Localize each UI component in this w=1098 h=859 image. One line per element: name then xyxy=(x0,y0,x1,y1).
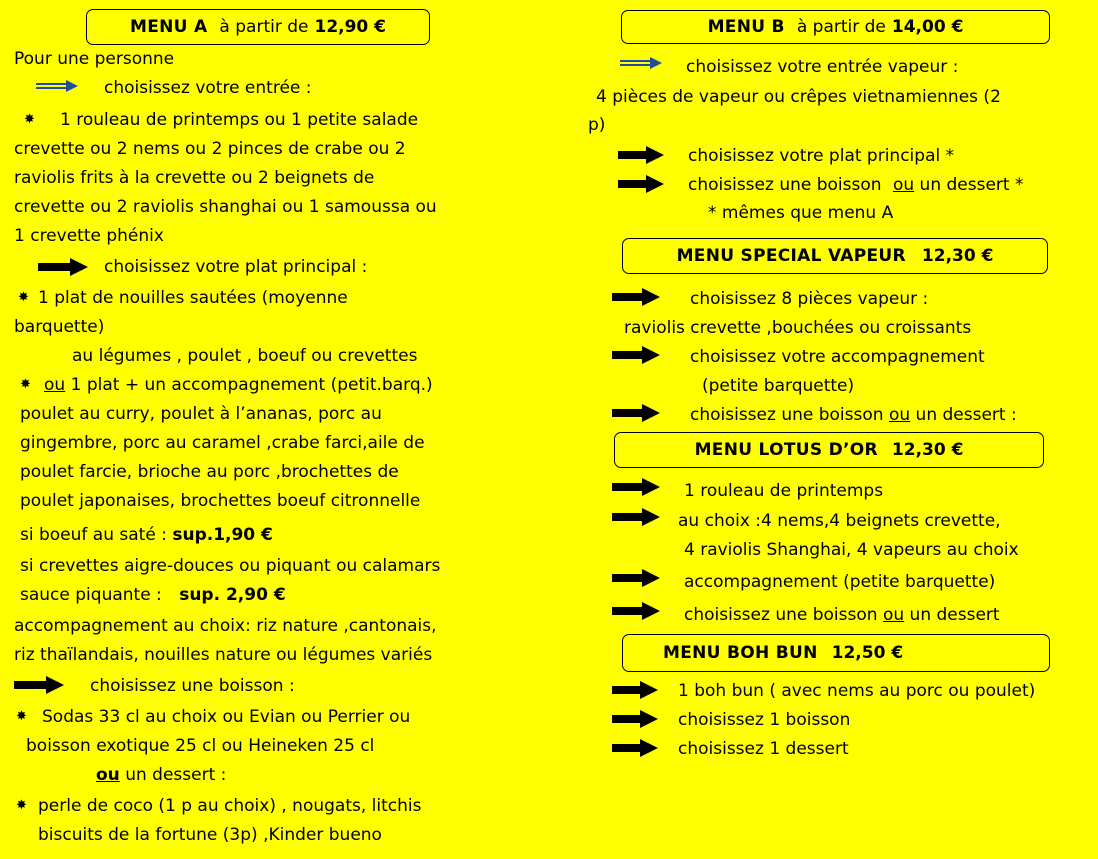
menu-vapeur-line: (petite barquette) xyxy=(702,376,855,396)
arrow-right-icon xyxy=(612,478,660,496)
menu-b-title-box xyxy=(621,10,1050,44)
menu-a-supplement-2 xyxy=(20,584,286,606)
menu-a-persons: Pour une personne xyxy=(14,49,175,69)
arrow-right-icon xyxy=(38,258,88,276)
arrow-right-icon xyxy=(612,288,660,306)
menu-a-from-label: à partir de xyxy=(219,17,309,37)
menu-a-boisson-line: Sodas 33 cl au choix ou Evian ou Perrier ou xyxy=(42,707,411,727)
menu-a-entree-line: 1 rouleau de printemps ou 1 petite salade xyxy=(60,110,419,130)
menu-lotus-item: au choix :4 nems,4 beignets crevette, xyxy=(678,511,1001,531)
menu-b-step-boisson xyxy=(688,174,1023,196)
menu-a-step-plat: choisissez votre plat principal : xyxy=(104,257,368,277)
step-text: un dessert : xyxy=(915,405,1017,425)
menu-a-supplement-2-line: si crevettes aigre-douces ou piquant ou calamars xyxy=(20,556,441,576)
menu-a-plat-line: barquette) xyxy=(14,317,105,337)
step-text: un dessert * xyxy=(919,175,1024,195)
menu-a-entree-line: 1 crevette phénix xyxy=(14,226,164,246)
menu-vapeur-step-accomp: choisissez votre accompagnement xyxy=(690,347,985,367)
menu-bohbun-item: choisissez 1 boisson xyxy=(678,710,851,730)
step-text: choisissez une boisson xyxy=(684,605,878,625)
dessert-label-text: un dessert : xyxy=(125,765,227,785)
or-word: ou xyxy=(892,175,915,195)
arrow-right-icon xyxy=(612,681,658,699)
arrow-right-icon xyxy=(612,346,660,364)
menu-lotus-price: 12,30 € xyxy=(891,440,964,460)
arrow-right-icon xyxy=(612,569,660,587)
step-text: choisissez une boisson xyxy=(690,405,884,425)
arrow-right-icon xyxy=(612,602,660,620)
menu-a-plat-line: poulet farcie, brioche au porc ,brochettes de xyxy=(20,462,399,482)
menu-a-supplement-1 xyxy=(20,524,273,546)
menu-a-plat-line: 1 plat de nouilles sautées (moyenne xyxy=(38,288,348,308)
bullet-star-icon: ✸ xyxy=(18,290,29,305)
menu-bohbun-title: MENU BOH BUN xyxy=(663,643,818,663)
menu-a-entree-line: crevette ou 2 nems ou 2 pinces de crabe ou 2 xyxy=(14,139,406,159)
menu-a-title: MENU A xyxy=(129,17,208,37)
or-word: ou xyxy=(44,375,66,395)
arrow-right-icon xyxy=(612,739,658,757)
menu-bohbun-title-box xyxy=(622,634,1050,672)
menu-a-plat-line: gingembre, porc au caramel ,crabe farci,aile de xyxy=(20,433,425,453)
menu-a-dessert-label xyxy=(96,764,226,786)
menu-bohbun-price: 12,50 € xyxy=(831,643,904,663)
arrow-right-icon xyxy=(612,710,658,728)
supplement-price: sup. 2,90 € xyxy=(179,585,286,605)
menu-vapeur-price: 12,30 € xyxy=(921,246,994,266)
menu-lotus-item: 1 rouleau de printemps xyxy=(684,481,884,501)
menu-b-title: MENU B xyxy=(707,17,785,37)
arrow-right-icon xyxy=(14,676,64,694)
arrow-right-icon xyxy=(612,508,660,526)
menu-lotus-title: MENU LOTUS D’OR xyxy=(694,440,878,460)
menu-bohbun-item: 1 boh bun ( avec nems au porc ou poulet) xyxy=(678,681,1036,701)
blue-arrow-icon xyxy=(36,80,78,92)
menu-b-step-entree: choisissez votre entrée vapeur : xyxy=(686,57,959,77)
menu-lotus-item: 4 raviolis Shanghai, 4 vapeurs au choix xyxy=(684,540,1019,560)
menu-a-plat-line: poulet au curry, poulet à l’ananas, porc au xyxy=(20,404,382,424)
menu-vapeur-step-boisson xyxy=(690,404,1017,426)
menu-a-plat-line: au légumes , poulet , boeuf ou crevettes xyxy=(72,346,418,366)
arrow-right-icon xyxy=(618,146,664,164)
bullet-star-icon: ✸ xyxy=(20,377,31,392)
menu-lotus-title-box xyxy=(614,432,1044,468)
menu-a-accomp-line: accompagnement au choix: riz nature ,cantonais, xyxy=(14,616,437,636)
menu-a-entree-line: crevette ou 2 raviolis shanghai ou 1 samoussa ou xyxy=(14,197,437,217)
menu-vapeur-title: MENU SPECIAL VAPEUR xyxy=(676,246,906,266)
or-word: ou xyxy=(888,405,911,425)
arrow-right-icon xyxy=(612,404,660,422)
menu-a-price: 12,90 € xyxy=(314,17,387,37)
menu-a-step-boisson: choisissez une boisson : xyxy=(90,676,295,696)
menu-vapeur-title-box xyxy=(622,238,1048,274)
menu-vapeur-line: raviolis crevette ,bouchées ou croissants xyxy=(624,318,972,338)
or-word: ou xyxy=(882,605,905,625)
supplement-text: si boeuf au saté : xyxy=(20,525,167,545)
step-text: choisissez une boisson xyxy=(688,175,882,195)
menu-a-plat-alt-line xyxy=(44,374,433,396)
menu-a-title-box xyxy=(86,9,430,45)
bullet-star-icon: ✸ xyxy=(24,112,35,127)
menu-lotus-item xyxy=(684,604,1000,626)
menu-a-entree-line: raviolis frits à la crevette ou 2 beignets de xyxy=(14,168,375,188)
bullet-star-icon: ✸ xyxy=(16,709,27,724)
menu-b-entree-line: p) xyxy=(588,115,606,135)
menu-b-from-label: à partir de xyxy=(796,17,886,37)
supplement-text: sauce piquante : xyxy=(20,585,162,605)
menu-a-plat-alt-text: 1 plat + un accompagnement (petit.barq.) xyxy=(70,375,433,395)
menu-b-entree-line: 4 pièces de vapeur ou crêpes vietnamiennes (2 xyxy=(596,87,1001,107)
menu-a-plat-line: poulet japonaises, brochettes boeuf citronnelle xyxy=(20,491,421,511)
menu-a-boisson-line: boisson exotique 25 cl ou Heineken 25 cl xyxy=(26,736,375,756)
blue-arrow-icon xyxy=(620,57,662,69)
step-text: un dessert xyxy=(909,605,1000,625)
menu-a-step-entree: choisissez votre entrée : xyxy=(104,78,312,98)
supplement-price: sup.1,90 € xyxy=(172,525,273,545)
menu-bohbun-item: choisissez 1 dessert xyxy=(678,739,849,759)
menu-a-accomp-line: riz thaïlandais, nouilles nature ou légumes variés xyxy=(14,645,433,665)
menu-vapeur-step-pieces: choisissez 8 pièces vapeur : xyxy=(690,289,929,309)
or-word: ou xyxy=(96,765,120,785)
arrow-right-icon xyxy=(618,175,664,193)
bullet-star-icon: ✸ xyxy=(16,798,27,813)
menu-b-step-plat: choisissez votre plat principal * xyxy=(688,146,955,166)
menu-a-dessert-line: perle de coco (1 p au choix) , nougats, litchis xyxy=(38,796,422,816)
menu-a-dessert-line: biscuits de la fortune (3p) ,Kinder bueno xyxy=(38,825,382,845)
menu-lotus-item: accompagnement (petite barquette) xyxy=(684,572,996,592)
menu-b-price: 14,00 € xyxy=(891,17,964,37)
menu-b-note: * mêmes que menu A xyxy=(708,203,894,223)
